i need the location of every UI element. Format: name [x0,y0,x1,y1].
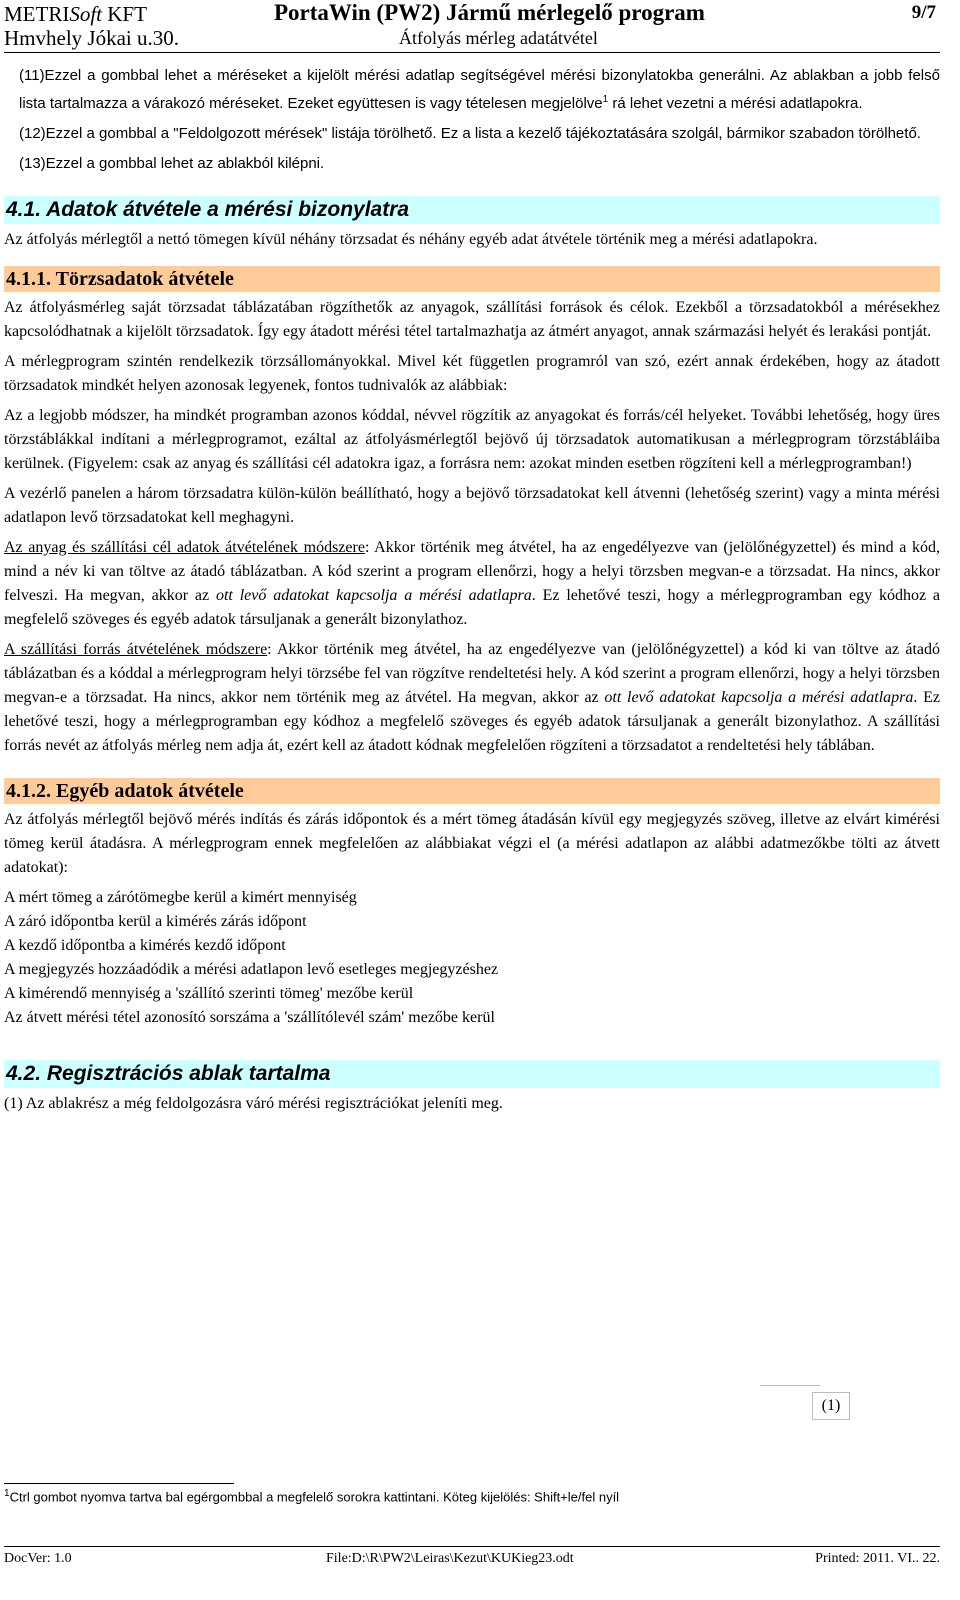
footnote-divider [4,1483,234,1484]
company-name: METRISoft KFT [4,2,147,26]
section-heading-4-1-2: 4.1.2. Egyéb adatok átvétele [4,778,940,804]
list-item: A mért tömeg a zárótömegbe kerül a kimért mennyiség [4,889,357,906]
callout-label: (1) [812,1392,850,1420]
section-heading-4-1: 4.1. Adatok átvétele a mérési bizonylatra [4,196,940,224]
section-4-1-1-p6: A szállítási forrás átvételének módszere: Akkor történik meg átvétel, ha az engedélyezve van (jelölőnégyzettel) a kód ki van töltve az átadó táblázatban és a kóddal a mérlegprogram helyi törzsébe fel van rögzítve rendeltetési hely. A kód szerint a program ellenőrzi, hogy a helyi törzsben megvan-e a törzsadat. Ha nincs, akkor nem történik meg az átvétel. Ha megvan, akkor az ott levő adatokat kapcsolja a mérési adatlapra. Ez lehetővé teszi, hogy a mérlegprogramban egy kódhoz a megfelelő szöveges és egyéb adatok társuljanak a generált bizonylathoz. A szállítási forrás nevét az átfolyás mérleg nem adja át, ezért kell az átadott kódnak megfelelően rögzíteni a törzsadatot a rendeltetési hely táblában. [4,641,941,754]
section-4-2-paragraph: (1) Az ablakrész a még feldolgozásra váró mérési regisztrációkat jeleníti meg. [4,1095,503,1112]
list-item: Az átvett mérési tétel azonosító sorszáma a 'szállítólevél szám' mezőbe kerül [4,1009,495,1026]
footer-docver: DocVer: 1.0 [4,1551,72,1566]
section-4-1-1-p1: Az átfolyásmérleg saját törzsadat táblázatában rögzíthetők az anyagok, szállítási források és célok. Ezekből a törzsadatokból a mérésekhez kapcsolódhatnak a kijelölt törzsadatok. Így egy átadott mérési tétel tartalmazhatja az átmért anyagot, annak származási helyét és lerakási pontját. [4,299,940,340]
company-address: Hmvhely Jókai u.30. [4,26,179,50]
section-4-1-1-p4: A vezérlő panelen a három törzsadatra külön-külön beállítható, hogy a bejövő törzsadatokat kell átvenni (lehetőség szerint) vagy a minta mérési adatlapon levő törzsadatokat kell meghagyni. [4,485,940,526]
section-4-1-1-p2: A mérlegprogram szintén rendelkezik törzsállományokkal. Mivel két független programról van szó, ezért annak érdekében, hogy az átadott törzsadatok mindkét helyen azonosak legyenek, fontos tudnivalók az alábbiak: [4,353,940,394]
page-number: 9/7 [911,2,936,23]
section-heading-4-1-1: 4.1.1. Törzsadatok átvétele [4,266,940,292]
paragraph-12: (12)Ezzel a gombbal a "Feldolgozott mérések" listája törölhető. Ez a lista a kezelő tájékoztatására szolgál, bármikor szabadon törölhető. [19,125,921,142]
list-item: A záró időpontba kerül a kimérés zárás időpont [4,913,307,930]
document-title: PortaWin (PW2) Jármű mérlegelő program [274,0,705,25]
footer-printed: Printed: 2011. VI.. 22. [815,1551,940,1566]
section-4-1-paragraph: Az átfolyás mérlegtől a nettó tömegen kívül néhány törzsadat és néhány egyéb adat átvétele történik meg a mérési adatlapokra. [4,231,818,248]
footer-file: File:D:\R\PW2\Leiras\Kezut\KUKieg23.odt [326,1551,574,1566]
page-footer [4,1546,940,1566]
paragraph-11: (11)Ezzel a gombbal lehet a méréseket a kijelölt mérési adatlap segítségével mérési bizonylatokba generálni. Az ablakban a jobb felső lista tartalmazza a várakozó méréseket. Ezeket együttesen is vagy tételesen megjelölve$^1$ rá lehet vezetni a mérési adatlapokra. [19,67,940,112]
footnote: $^1$Ctrl gombot nyomva tartva bal egérgombbal a megfelelő sorokra kattintani. Köteg kijelölés: Shift+le/fel nyíl [4,1488,620,1505]
section-4-1-1-p5: Az anyag és szállítási cél adatok átvételének módszere: Akkor történik meg átvétel, ha az engedélyezve van (jelölőnégyzettel) és mind a kód, mind a név ki van töltve az átadó táblázatban. A kód szerint a program ellenőrzi, hogy a helyi törzsben megvan-e a törzsadat. Ha nincs, akkor felveszi. Ha megvan, akkor az ott levő adatokat kapcsolja a mérési adatlapra. Ez lehetővé teszi, hogy a mérlegprogramban egy kódhoz a megfelelő szöveges és egyéb adatok társuljanak a generált bizonylathoz. [4,539,941,628]
page-body [4,64,940,1122]
list-item: A kezdő időpontba a kimérés kezdő időpont [4,937,286,954]
page-header [4,0,940,53]
paragraph-13: (13)Ezzel a gombbal lehet az ablakból kilépni. [19,155,325,172]
list-item: A kimérendő mennyiség a 'szállító szerinti tömeg' mezőbe kerül [4,985,414,1002]
transfer-list [4,886,940,1030]
list-item: A megjegyzés hozzáadódik a mérési adatlapon levő esetleges megjegyzéshez [4,961,499,978]
section-heading-4-2: 4.2. Regisztrációs ablak tartalma [4,1060,940,1088]
section-4-1-1-p3: Az a legjobb módszer, ha mindkét programban azonos kóddal, névvel rögzítik az anyagokat és forrás/cél helyeket. További lehetőség, hogy üres törzstáblákkal indítani a mérlegprogramot, ezáltal az átfolyásmérlegtől bejövő új törzsadatok automatikusan a mérlegprogram törzstábláiba kerülnek. (Figyelem: csak az anyag és szállítási cél adatokra igaz, a forrásra nem: azokat minden esetben rögzíteni kell a mérlegprogramban!) [4,407,940,472]
section-4-1-2-p1: Az átfolyás mérlegtől bejövő mérés indítás és zárás időpontok és a mért tömeg átadásán kívül egy megjegyzés szöveg, illetve az elvárt kimérési tömeg kerül átadásra. A mérlegprogram ennek megfelelően az alábbiakat végzi el (a mérési adatlapon az alábbi adatmezőkbe tölti az átvett adatokat): [4,811,940,876]
callout-line [760,1385,820,1386]
footnote-ref: 1 [602,94,609,105]
document-subtitle: Átfolyás mérleg adatátvétel [399,28,598,48]
